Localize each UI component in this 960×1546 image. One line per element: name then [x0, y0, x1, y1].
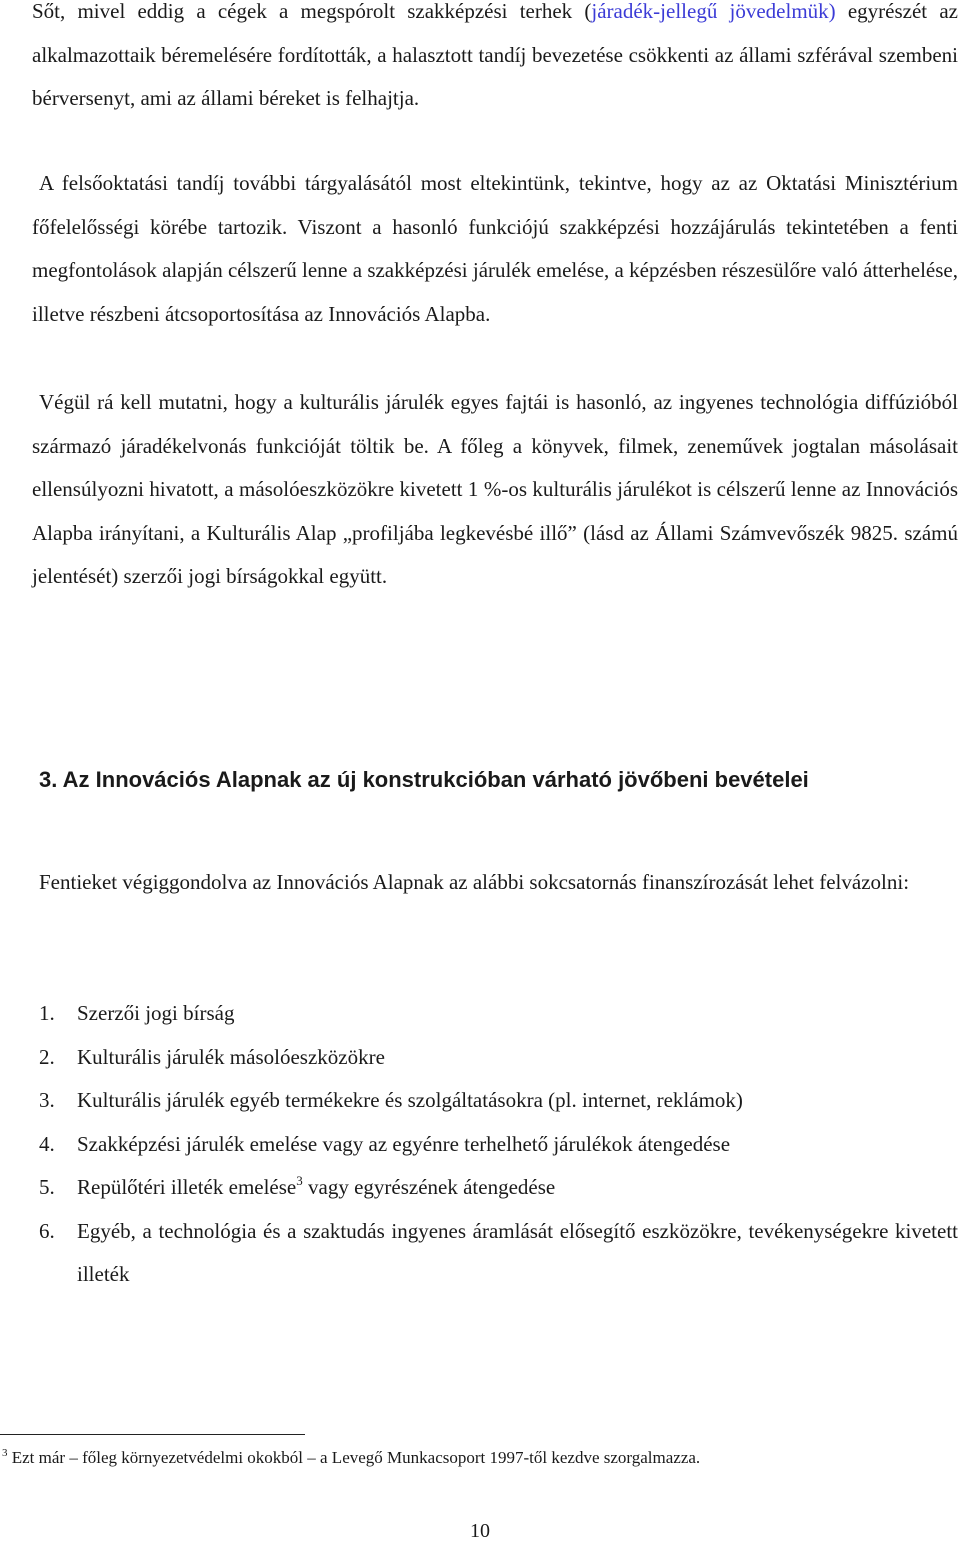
list-item — [39, 1166, 958, 1210]
rent-income-link[interactable]: járadék-jellegű jövedelmük) — [591, 0, 836, 23]
paragraph-tuition: A felsőoktatási tandíj további tárgyalásától most eltekintünk, tekintve, hogy az az Oktatási Minisztérium főfelelősségi körébe tartozik. Viszont a hasonló funkciójú szakképzési hozzájárulás tekintetében a fenti megfontolások alapján célszerű lenne a szakképzési járulék emelése, a képzésben részesülőre való átterhelése, illetve részbeni átcsoportosítása az Innovációs Alapba. — [32, 171, 958, 326]
list-item-text: Szerzői jogi bírság — [77, 1001, 235, 1025]
list-item-text: Szakképzési járulék emelése vagy az egyénre terhelhető járulékok átengedése — [77, 1131, 731, 1156]
list-number: 3. — [39, 1088, 55, 1112]
list-item-text: Kulturális járulék másolóeszközökre — [77, 1044, 385, 1069]
list-item-text: vagy egyrészének átengedése — [302, 1175, 556, 1199]
page-number: 10 — [470, 1520, 490, 1542]
list-number: 6. — [39, 1218, 55, 1243]
paragraph-cost-savings — [32, 0, 958, 121]
list-item — [39, 1210, 958, 1297]
list-item — [39, 992, 958, 1036]
paragraph-text: egyrészét az alkalmazottaik béremelésére fordították, a halasztott tandíj bevezetése csökkenti az állami szférával szembeni bérversenyt, ami az állami béreket is felhajtja. — [32, 0, 958, 110]
footnote-reference[interactable]: 3 — [296, 1173, 303, 1188]
paragraph-financing-intro: Fentieket végiggondolva az Innovációs Alapnak az alábbi sokcsatornás finanszírozását lehet felvázolni: — [39, 870, 910, 894]
list-item — [39, 1036, 958, 1080]
list-number: 5. — [39, 1175, 55, 1199]
list-item — [39, 1079, 958, 1123]
footnote-divider — [0, 1434, 305, 1435]
financing-channels-list — [39, 992, 958, 1297]
footnote — [2, 1445, 700, 1471]
list-item-text: Kulturális járulék egyéb termékekre és szolgáltatásokra (pl. internet, reklámok) — [77, 1088, 743, 1112]
list-number: 4. — [39, 1131, 55, 1156]
list-item-text: Repülőtéri illeték emelése — [77, 1175, 297, 1199]
paragraph-cultural-levy: Végül rá kell mutatni, hogy a kulturális járulék egyes fajtái is hasonló, az ingyenes technológia diffúzióból származó járadékelvonás funkcióját töltik be. A főleg a könyvek, filmek, zeneművek jogtalan másolásait ellensúlyozni hivatott, a másolóeszközökre kivetett 1 %-os kulturális járulékot is célszerű lenne az Innovációs Alapba irányítani, a Kulturális Alap „profiljába legkevésbé illő” (lásd az Állami Számvevőszék 9825. számú jelentését) szerzői jogi bírságokkal együtt. — [32, 390, 958, 588]
footnote-mark: 3 — [2, 1447, 8, 1459]
list-number: 2. — [39, 1044, 55, 1069]
list-item — [39, 1123, 958, 1167]
list-item-text: Egyéb, a technológia és a szaktudás ingyenes áramlását elősegítő eszközökre, tevékenységekre kivetett illeték — [77, 1218, 958, 1286]
section-heading: 3. Az Innovációs Alapnak az új konstrukcióban várható jövőbeni bevételei — [39, 767, 809, 792]
list-number: 1. — [39, 1001, 55, 1025]
paragraph-text: Sőt, mivel eddig a cégek a megspórolt szakképzési terhek ( — [32, 0, 592, 23]
footnote-text: Ezt már – főleg környezetvédelmi okokból – a Levegő Munkacsoport 1997-től kezdve szorgalmazza. — [7, 1448, 701, 1467]
